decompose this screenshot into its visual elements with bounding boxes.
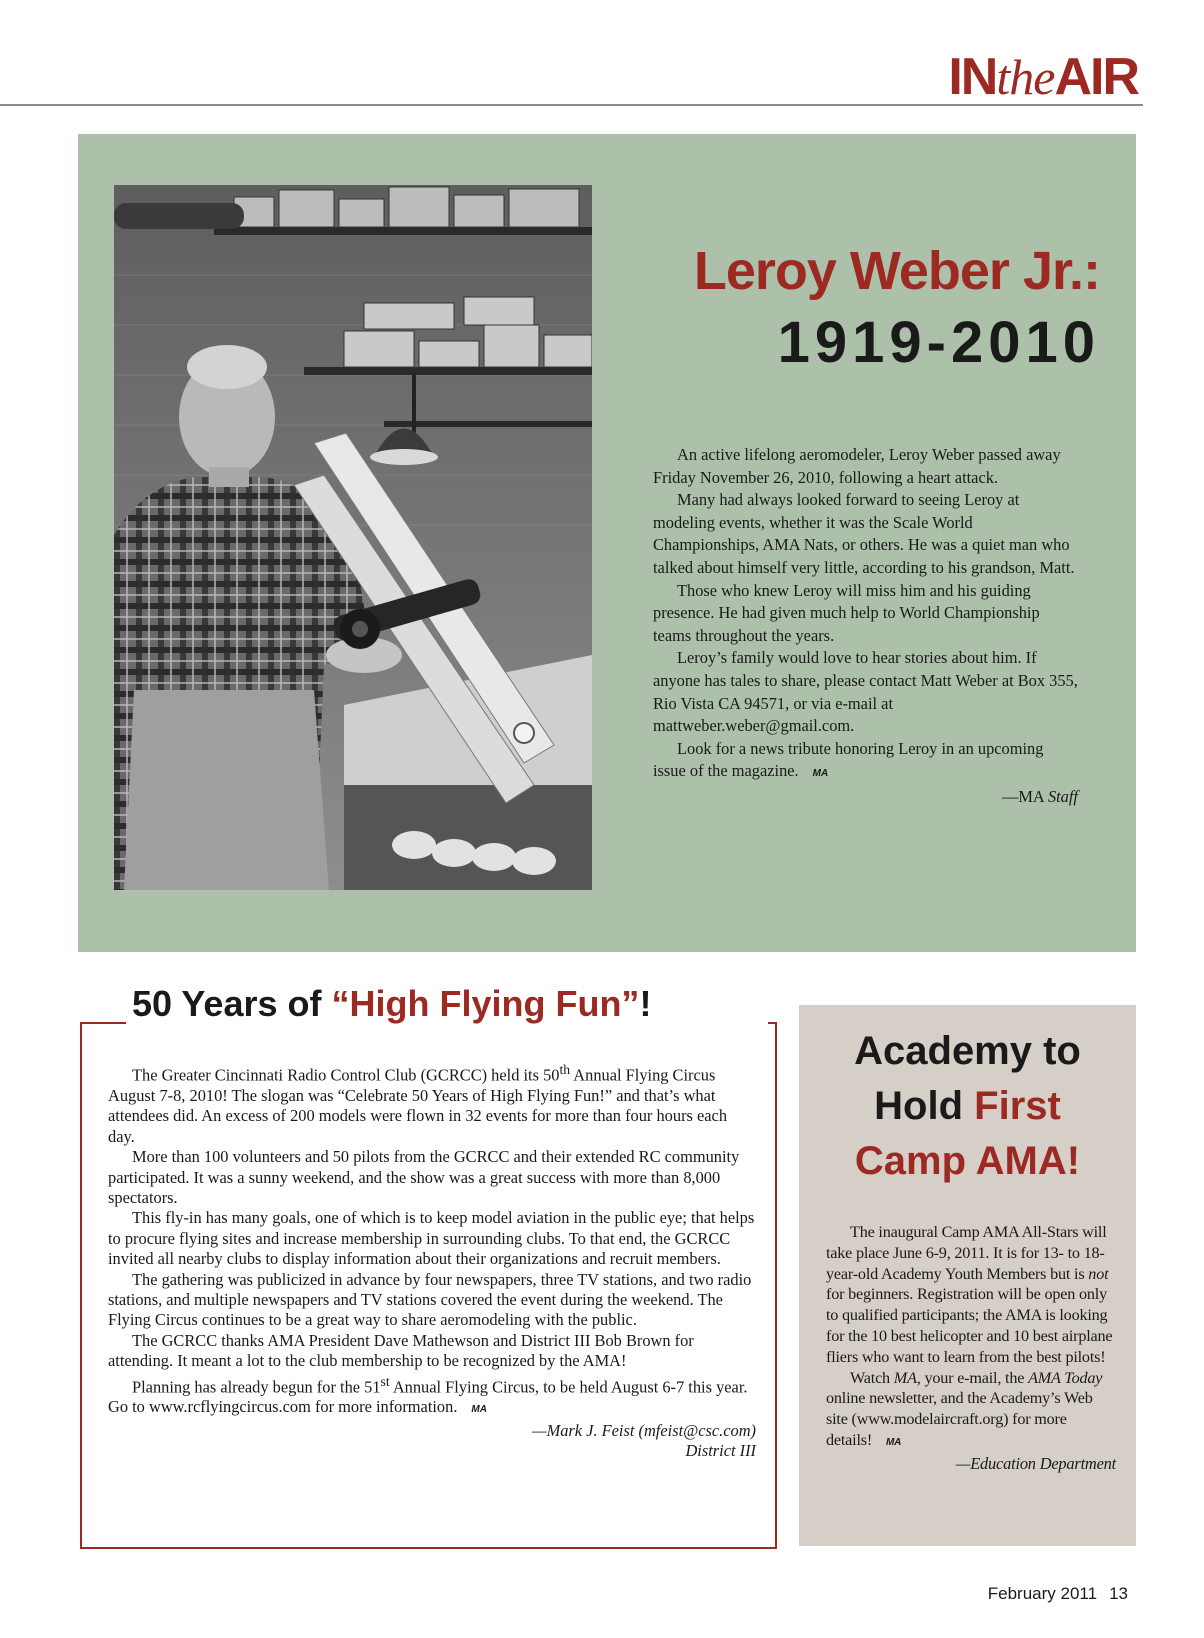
circus-p6-a: Planning has already begun for the 51 (132, 1377, 381, 1397)
camp-title (810, 1024, 1125, 1189)
circus-paragraph: This fly-in has many goals, one of which is to keep model aviation in the public eye; that helps to procure flying sites and increase membership in surrounding clubs. To that end, the GCRCC invited all nearby clubs to display information about their organizations and recruit members. (108, 1208, 755, 1269)
ma-end-mark: MA (886, 1436, 902, 1448)
camp-p1-a: The inaugural Camp AMA All-Stars will take place June 6-9, 2011. It is for 13- to 18-year-old Academy Youth Members but is (826, 1223, 1107, 1283)
circus-paragraph (108, 1060, 756, 1147)
obituary-paragraph: Many had always looked forward to seeing Leroy at modeling events, whether it was the Scale World Championships, AMA Nats, or others. He was a quiet man who talked about himself very little, according to his grandson, Matt. (653, 490, 1075, 577)
camp-title-hold: Hold (874, 1084, 975, 1128)
camp-paragraph (826, 1222, 1116, 1368)
headline-quote: “High Flying Fun” (331, 983, 640, 1024)
camp-p2-today: AMA Today (1028, 1368, 1103, 1387)
camp-title-line1: Academy to (854, 1029, 1081, 1073)
workshop-photo-illustration (114, 185, 592, 890)
camp-p2-ma: MA (893, 1368, 917, 1387)
circus-paragraph: More than 100 volunteers and 50 pilots from the GCRCC and their extended RC community participated. It was a sunny weekend, and the show was a great success with more than 8,000 spectators. (108, 1147, 740, 1207)
section-logo (948, 48, 1138, 106)
logo-the: the (996, 49, 1055, 105)
page-footer (988, 1584, 1128, 1604)
footer-issue: February 2011 (987, 1584, 1098, 1603)
circus-body (108, 1060, 756, 1461)
signature-staff: Staff (1047, 786, 1078, 806)
logo-in: IN (948, 48, 997, 106)
circus-p1-a: The Greater Cincinnati Radio Control Club (GCRCC) held its 50 (132, 1065, 560, 1085)
camp-title-line3: Camp AMA! (854, 1139, 1081, 1183)
camp-title-line2 (810, 1079, 1125, 1134)
circus-paragraph (108, 1372, 756, 1421)
circus-paragraph: The GCRCC thanks AMA President Dave Mathewson and District III Bob Brown for attending. It meant a lot to the club membership to be recognized by the AMA! (108, 1330, 694, 1371)
camp-paragraph (826, 1368, 1116, 1454)
camp-p1-b: for beginners. Registration will be open only to qualified participants; the AMA is looking for the 10 best helicopter and 10 best airplane fliers who want to learn from the best pilots! (826, 1285, 1113, 1366)
obituary-paragraph: Those who knew Leroy will miss him and his guiding presence. He had given much help to World Championship teams throughout the years. (653, 580, 1040, 645)
obituary-title: Leroy Weber Jr.: (693, 241, 1100, 301)
headline-plain: 50 Years of (132, 983, 332, 1024)
obituary-paragraph (653, 738, 1078, 786)
obituary-paragraph: An active lifelong aeromodeler, Leroy Weber passed away Friday November 26, 2010, following a heart attack. (653, 445, 1061, 487)
obituary-photo (114, 185, 592, 890)
page-number: 13 (1109, 1584, 1128, 1603)
camp-p2-a: Watch (850, 1368, 894, 1387)
ma-end-mark: MA (471, 1404, 487, 1416)
camp-title-first: First (974, 1084, 1061, 1128)
camp-body (826, 1222, 1116, 1475)
circus-p1-sup: th (559, 1062, 571, 1077)
circus-p6-b: Annual Flying Circus, to be held August 6-7 this year. Go to www.rcflyingcircus.com for more information. (108, 1377, 748, 1417)
circus-p6-sup: st (380, 1373, 390, 1389)
ma-end-mark: MA (812, 768, 829, 780)
obituary-body (653, 444, 1078, 809)
obituary-last-text: Look for a news tribute honoring Leroy in an upcoming issue of the magazine. (653, 738, 1044, 781)
camp-signature: —Education Department (955, 1453, 1116, 1473)
obituary-signature (653, 786, 1078, 809)
circus-paragraph: The gathering was publicized in advance by four newspapers, three TV stations, and two radio stations, and multiple newspapers and TV stations covered the event during the weekend. The Flying Circus continues to be a great way to share aeromodeling with the public. (108, 1269, 752, 1330)
obituary-paragraph: Leroy’s family would love to hear stories about him. If anyone has tales to share, please contact Matt Weber at Box 355, Rio Vista CA 94571, or via e-mail at mattweber.weber@gmail.com. (653, 648, 1078, 736)
headline-end: ! (639, 983, 652, 1024)
circus-headline (126, 981, 768, 1027)
obituary-years: 1919-2010 (777, 310, 1100, 375)
circus-signature-district: District III (685, 1440, 756, 1460)
logo-air: AIR (1054, 48, 1138, 106)
circus-signature: —Mark J. Feist (mfeist@csc.com) (532, 1420, 756, 1440)
camp-p1-not: not (1088, 1264, 1109, 1283)
camp-p2-b: , your e-mail, the (916, 1368, 1029, 1387)
camp-p2-c: online newsletter, and the Academy’s Web site (www.modelaircraft.org) for more details! (826, 1389, 1093, 1449)
signature-prefix: —MA (1001, 786, 1048, 806)
circus-p1-b: Annual Flying Circus August 7-8, 2010! The slogan was “Celebrate 50 Years of High Flying Fun!” and that’s what attendees did. An excess of 200 models were flown in 32 events for more than four hours each day. (108, 1065, 728, 1146)
